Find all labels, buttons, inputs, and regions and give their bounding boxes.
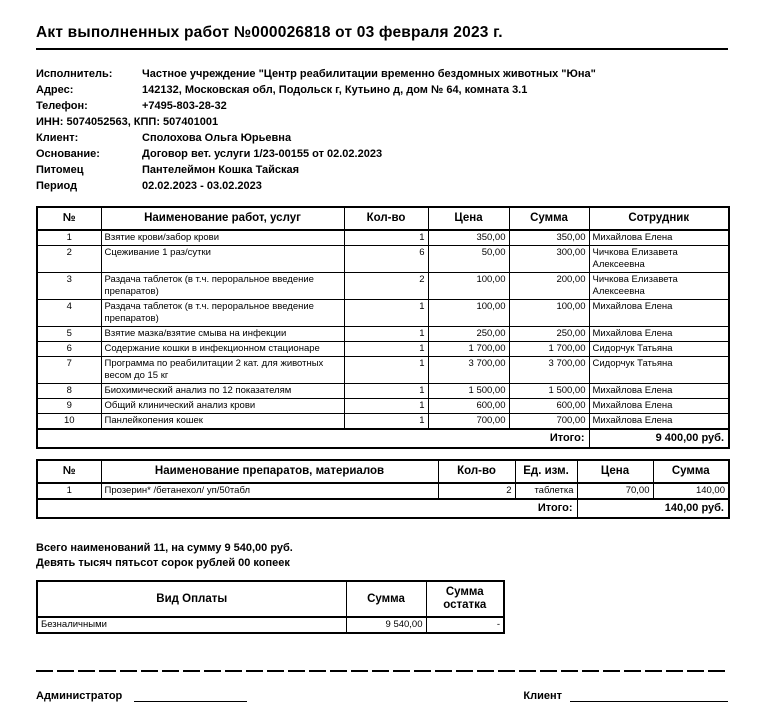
info-row-phone [36, 98, 728, 114]
cell-price: 100,00 [428, 300, 509, 327]
info-label: Телефон: [36, 100, 88, 112]
cell-price: 100,00 [428, 273, 509, 300]
info-row-executor [36, 66, 728, 82]
cell-num: 8 [37, 384, 101, 399]
cell-price: 50,00 [428, 246, 509, 273]
cell-num: 7 [37, 357, 101, 384]
cell-qty: 1 [344, 342, 428, 357]
cell-qty: 1 [344, 357, 428, 384]
info-row-period [36, 178, 728, 194]
info-value: Частное учреждение "Центр реабилитации временно бездомных животных "Юна" [142, 68, 596, 80]
cell-remainder: - [426, 617, 504, 633]
cell-sum: 9 540,00 [346, 617, 426, 633]
cell-sum: 1 500,00 [509, 384, 589, 399]
cell-employee: Чичкова Елизавета Алексеевна [589, 273, 729, 300]
table-row [37, 357, 729, 384]
cell-price: 600,00 [428, 399, 509, 414]
table-row [37, 300, 729, 327]
col-header-num: № [37, 207, 101, 230]
cell-qty: 1 [344, 300, 428, 327]
materials-total-label: Итого: [37, 499, 577, 518]
cell-price: 350,00 [428, 230, 509, 246]
cell-name: Раздача таблеток (в т.ч. пероральное введение препаратов) [101, 273, 344, 300]
cell-name: Взятие крови/забор крови [101, 230, 344, 246]
cell-employee: Михайлова Елена [589, 414, 729, 430]
col-header-sum: Сумма [653, 460, 729, 483]
cell-qty: 2 [438, 483, 515, 499]
admin-signature-line [134, 688, 247, 702]
cell-price: 70,00 [577, 483, 653, 499]
cell-name: Прозерин* /бетанехол/ уп/50табл [101, 483, 438, 499]
client-signature [523, 688, 728, 702]
col-header-name: Наименование препаратов, материалов [101, 460, 438, 483]
info-block [36, 66, 728, 194]
info-row-address [36, 82, 728, 98]
cell-qty: 2 [344, 273, 428, 300]
info-label: Питомец [36, 164, 84, 176]
table-row [37, 384, 729, 399]
cell-sum: 200,00 [509, 273, 589, 300]
admin-signature-label: Администратор [36, 690, 123, 702]
cell-qty: 1 [344, 230, 428, 246]
cell-sum: 700,00 [509, 414, 589, 430]
summary-amount-words: Девять тысяч пятьсот сорок рублей 00 копеек [36, 557, 290, 569]
cell-num: 4 [37, 300, 101, 327]
cell-name: Сцеживание 1 раз/сутки [101, 246, 344, 273]
cell-employee: Михайлова Елена [589, 300, 729, 327]
cell-name: Взятие мазка/взятие смыва на инфекции [101, 327, 344, 342]
info-label: Исполнитель: [36, 68, 113, 80]
table-row [37, 342, 729, 357]
cell-num: 10 [37, 414, 101, 430]
col-header-remainder: Сумма остатка [426, 581, 504, 617]
cell-num: 1 [37, 483, 101, 499]
info-row-basis [36, 146, 728, 162]
cell-employee: Сидорчук Татьяна [589, 357, 729, 384]
cell-num: 3 [37, 273, 101, 300]
cell-sum: 300,00 [509, 246, 589, 273]
cell-num: 6 [37, 342, 101, 357]
table-row [37, 617, 504, 633]
materials-total-row [37, 499, 729, 518]
table-row [37, 399, 729, 414]
col-header-qty: Кол-во [438, 460, 515, 483]
cell-name: Программа по реабилитации 2 кат. для животных весом до 15 кг [101, 357, 344, 384]
cell-num: 5 [37, 327, 101, 342]
cell-unit: таблетка [515, 483, 577, 499]
materials-total-value: 140,00 руб. [577, 499, 729, 518]
col-header-num: № [37, 460, 101, 483]
info-label: Адрес: [36, 84, 74, 96]
table-row [37, 246, 729, 273]
cell-num: 1 [37, 230, 101, 246]
info-label: Период [36, 180, 78, 192]
materials-header-row [37, 460, 729, 483]
info-label: Клиент: [36, 132, 79, 144]
summary-block [36, 541, 728, 571]
cell-employee: Михайлова Елена [589, 230, 729, 246]
services-total-value: 9 400,00 руб. [589, 429, 729, 448]
services-total-row [37, 429, 729, 448]
col-header-sum: Сумма [509, 207, 589, 230]
cell-name: Панлейкопения кошек [101, 414, 344, 430]
payment-header-row [37, 581, 504, 617]
dashed-divider [36, 670, 728, 672]
cell-employee: Михайлова Елена [589, 399, 729, 414]
services-table [36, 206, 730, 449]
cell-num: 2 [37, 246, 101, 273]
services-total-label: Итого: [37, 429, 589, 448]
cell-qty: 1 [344, 414, 428, 430]
cell-name: Раздача таблеток (в т.ч. пероральное введение препаратов) [101, 300, 344, 327]
admin-signature [36, 688, 247, 702]
info-value: Договор вет. услуги 1/23-00155 от 02.02.2023 [142, 148, 383, 160]
table-row [37, 273, 729, 300]
cell-payment-type: Безналичными [37, 617, 346, 633]
materials-table [36, 459, 730, 519]
info-value: Сполохова Ольга Юрьевна [142, 132, 292, 144]
cell-price: 700,00 [428, 414, 509, 430]
cell-employee: Михайлова Елена [589, 327, 729, 342]
info-label: Основание: [36, 148, 100, 160]
payment-table [36, 580, 505, 634]
cell-qty: 1 [344, 399, 428, 414]
cell-name: Биохимический анализ по 12 показателям [101, 384, 344, 399]
cell-sum: 1 700,00 [509, 342, 589, 357]
cell-name: Общий клинический анализ крови [101, 399, 344, 414]
col-header-name: Наименование работ, услуг [101, 207, 344, 230]
services-header-row [37, 207, 729, 230]
summary-total-line: Всего наименований 11, на сумму 9 540,00 руб. [36, 542, 293, 554]
col-header-sum: Сумма [346, 581, 426, 617]
col-header-price: Цена [577, 460, 653, 483]
table-row [37, 327, 729, 342]
cell-qty: 1 [344, 384, 428, 399]
table-row [37, 414, 729, 430]
col-header-employee: Сотрудник [589, 207, 729, 230]
info-value: 142132, Московская обл, Подольск г, Кутьино д, дом № 64, комната 3.1 [142, 84, 528, 96]
cell-sum: 140,00 [653, 483, 729, 499]
page-title: Акт выполненных работ №000026818 от 03 февраля 2023 г. [36, 24, 728, 50]
info-value: 02.02.2023 - 03.02.2023 [142, 180, 262, 192]
info-row-pet [36, 162, 728, 178]
cell-price: 1 500,00 [428, 384, 509, 399]
cell-qty: 6 [344, 246, 428, 273]
cell-name: Содержание кошки в инфекционном стационаре [101, 342, 344, 357]
cell-sum: 3 700,00 [509, 357, 589, 384]
cell-price: 1 700,00 [428, 342, 509, 357]
cell-sum: 100,00 [509, 300, 589, 327]
signatures-block [36, 688, 728, 702]
info-value: +7495-803-28-32 [142, 100, 227, 112]
table-row [37, 230, 729, 246]
cell-sum: 250,00 [509, 327, 589, 342]
client-signature-line [570, 688, 728, 702]
cell-sum: 350,00 [509, 230, 589, 246]
table-row [37, 483, 729, 499]
col-header-price: Цена [428, 207, 509, 230]
col-header-payment-type: Вид Оплаты [37, 581, 346, 617]
client-signature-label: Клиент [523, 690, 562, 702]
info-value: Пантелеймон Кошка Тайская [142, 164, 300, 176]
cell-price: 250,00 [428, 327, 509, 342]
cell-employee: Михайлова Елена [589, 384, 729, 399]
cell-num: 9 [37, 399, 101, 414]
cell-employee: Чичкова Елизавета Алексеевна [589, 246, 729, 273]
info-row-inn: ИНН: 5074052563, КПП: 507401001 [36, 116, 219, 128]
col-header-unit: Ед. изм. [515, 460, 577, 483]
col-header-qty: Кол-во [344, 207, 428, 230]
cell-employee: Сидорчук Татьяна [589, 342, 729, 357]
cell-sum: 600,00 [509, 399, 589, 414]
cell-qty: 1 [344, 327, 428, 342]
info-row-client [36, 130, 728, 146]
cell-price: 3 700,00 [428, 357, 509, 384]
